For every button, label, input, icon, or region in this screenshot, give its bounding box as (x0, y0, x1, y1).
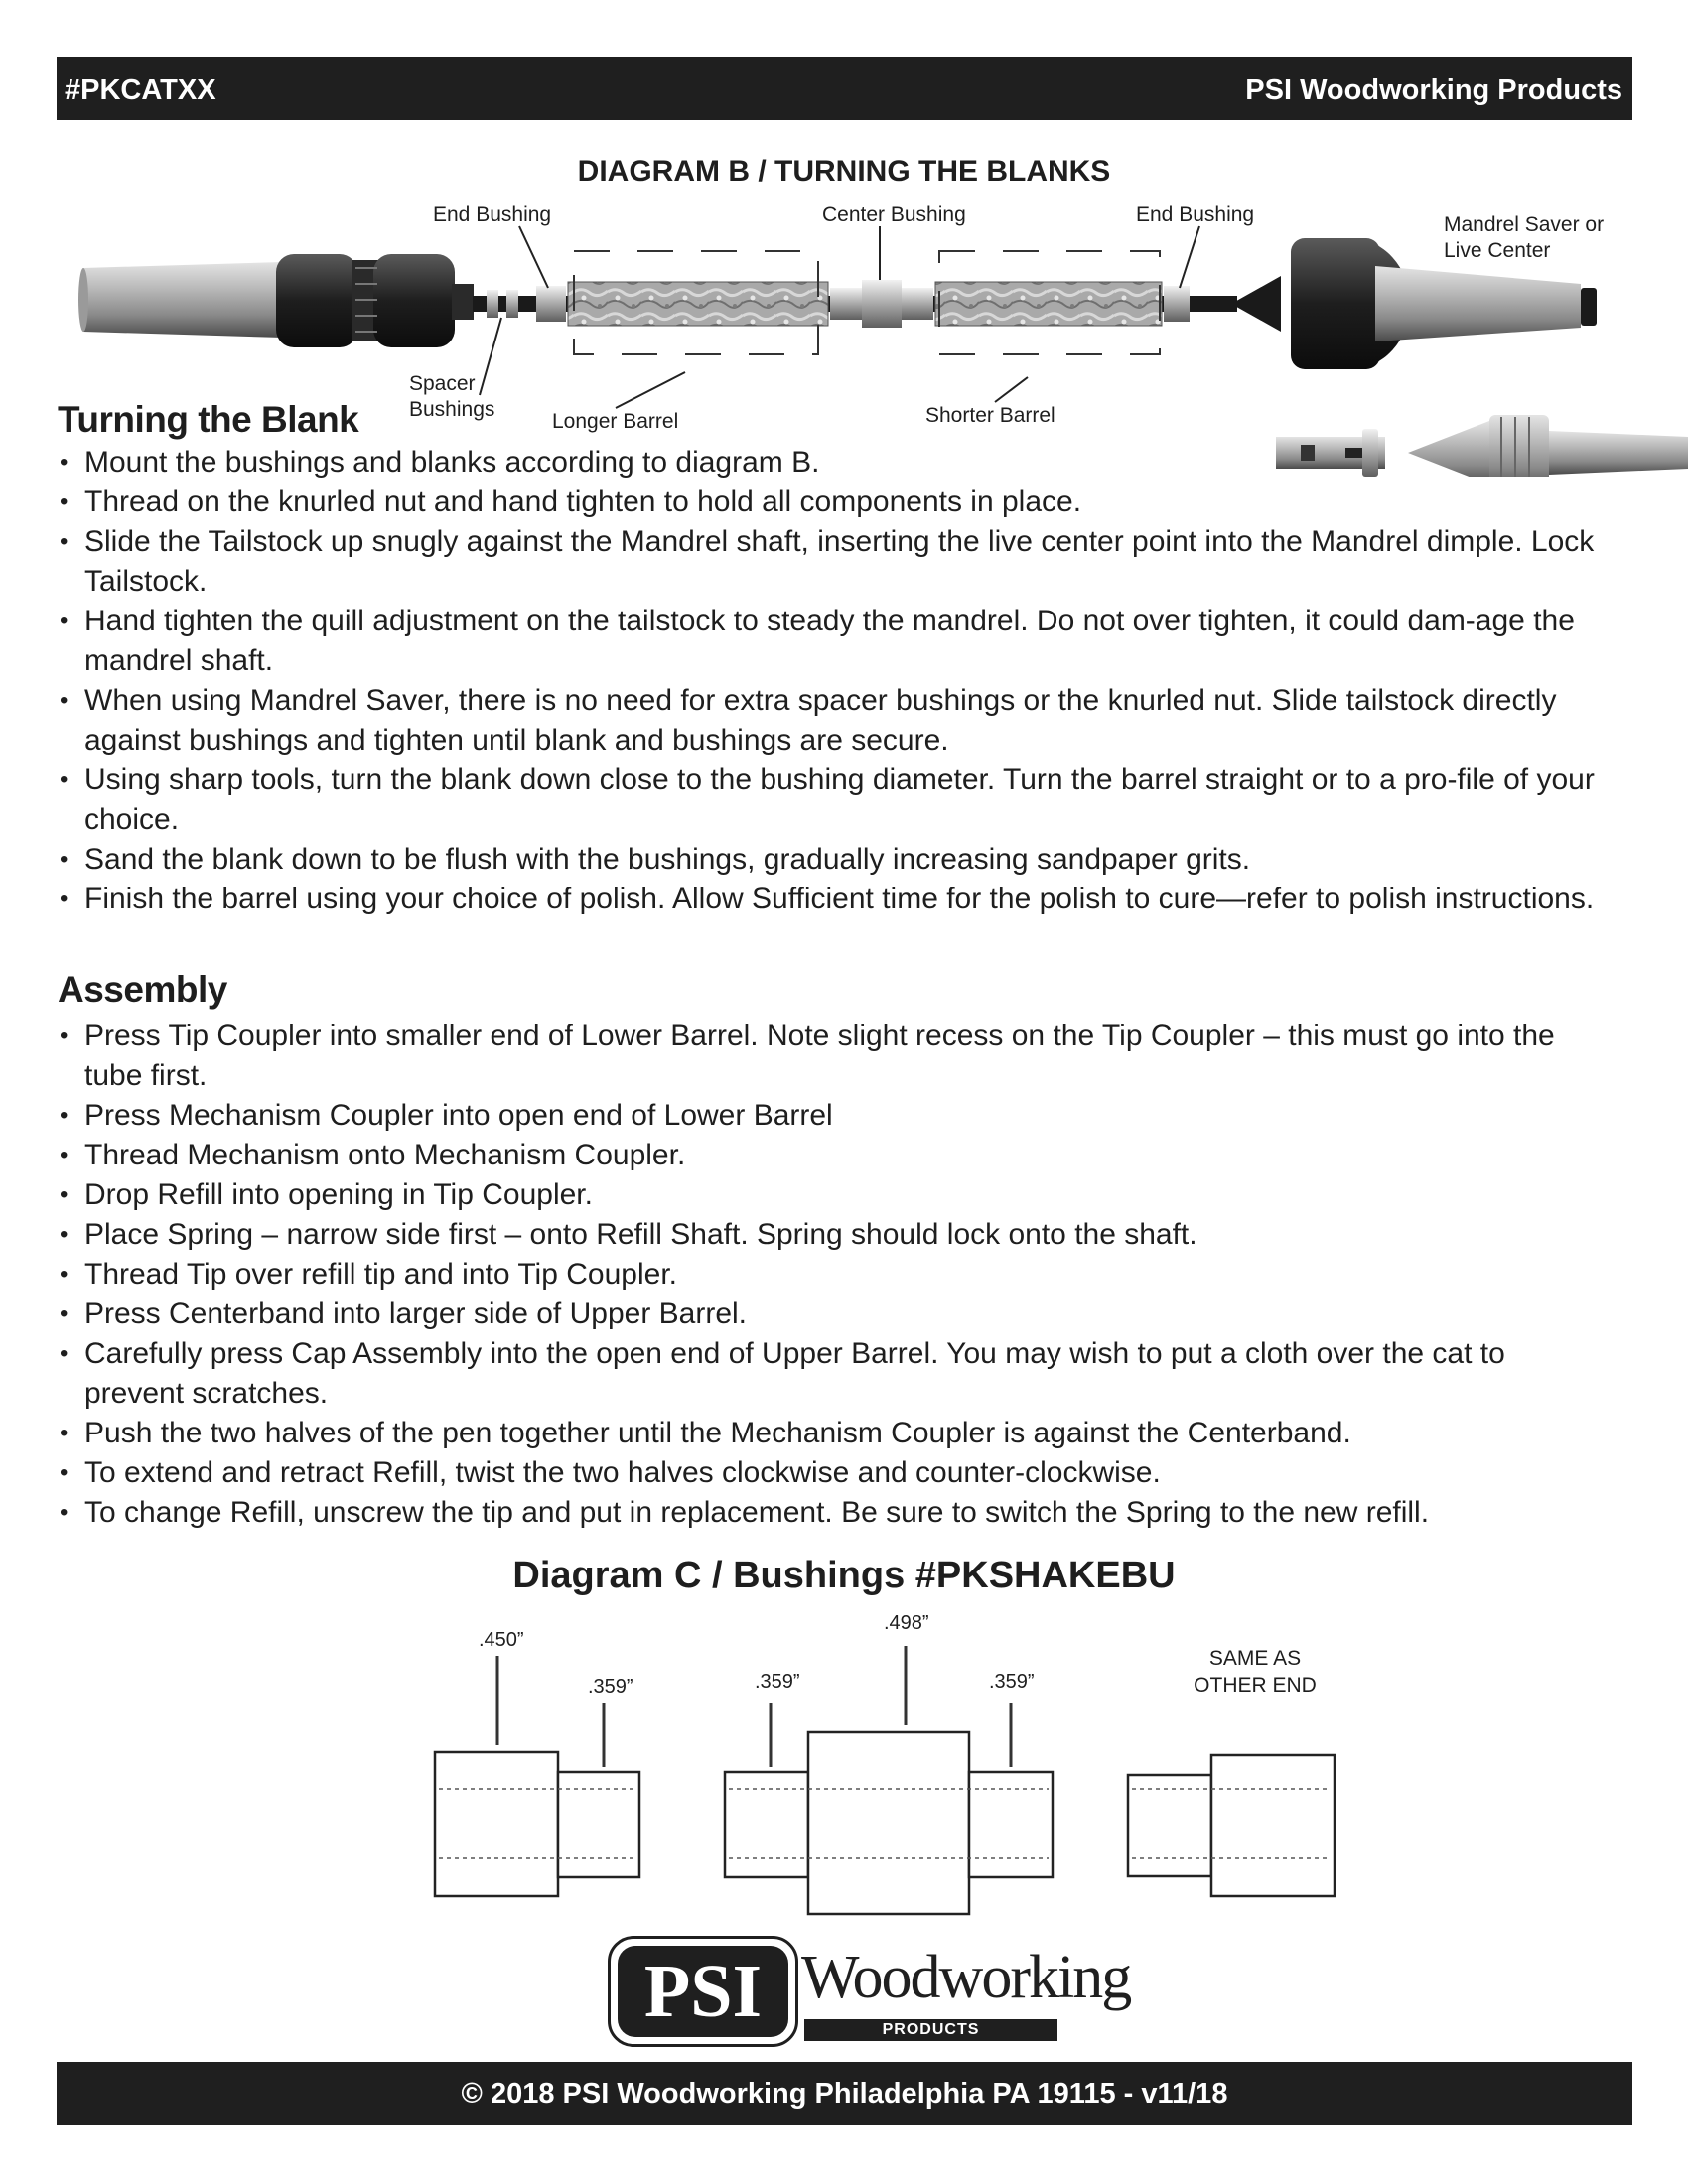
list-item: • To extend and retract Refill, twist the two halves clockwise and counter-clockwise. (58, 1453, 1636, 1493)
label-mandrel-saver-line2: Live Center (1444, 239, 1551, 262)
product-code: #PKCATXX (65, 74, 216, 106)
footer-bar: © 2018 PSI Woodworking Philadelphia PA 19115 - v11/18 (57, 2062, 1632, 2125)
list-item: • Sand the blank down to be flush with the bushings, gradually increasing sandpaper grits. (58, 840, 1636, 880)
turning-list (58, 443, 1636, 919)
left-bushing-large (435, 1752, 558, 1896)
headstock-taper (78, 262, 283, 338)
label-mandrel-saver (1444, 212, 1604, 264)
dim-center-right: .359” (989, 1671, 1035, 1693)
brand-name: PSI Woodworking Products (1245, 74, 1622, 106)
list-item: • Thread Mechanism onto Mechanism Coupler. (58, 1136, 1636, 1175)
list-item: • Slide the Tailstock up snugly against the Mandrel shaft, inserting the live center point into the Mandrel dimple. Lock Tailstock. (58, 522, 1636, 602)
center-bushing-left (725, 1772, 808, 1877)
label-mandrel-saver-line1: Mandrel Saver or (1444, 213, 1605, 236)
list-item: • To change Refill, unscrew the tip and put in replacement. Be sure to switch the Spring to the new refill. (58, 1493, 1636, 1533)
label-longer-barrel: Longer Barrel (552, 410, 679, 433)
list-item: • Press Tip Coupler into smaller end of Lower Barrel. Note slight recess on the Tip Coupler – this must go into the tube first. (58, 1017, 1636, 1096)
dim-left-small: .359” (588, 1676, 633, 1698)
collet-chuck (276, 254, 474, 347)
psi-logo (608, 1936, 1131, 2049)
products-band: PRODUCTS (804, 2019, 1057, 2041)
list-item: • Mount the bushings and blanks according to diagram B. (58, 443, 1636, 482)
center-bushing-right (969, 1772, 1053, 1877)
center-bushing-middle (808, 1732, 969, 1914)
list-item: • Place Spring – narrow side first – onto Refill Shaft. Spring should lock onto the shaft. (58, 1215, 1636, 1255)
diagram-b-title: DIAGRAM B / TURNING THE BLANKS (577, 155, 1111, 188)
list-item: • Carefully press Cap Assembly into the open end of Upper Barrel. You may wish to put a cloth over the cat to prevent scratches. (58, 1334, 1636, 1414)
label-end-bushing-left: End Bushing (433, 204, 552, 226)
list-item: • Press Mechanism Coupler into open end of Lower Barrel (58, 1096, 1636, 1136)
label-spacer-line2: Bushings (409, 398, 495, 421)
label-spacer-line1: Spacer (409, 372, 476, 395)
list-item: • Thread Tip over refill tip and into Tip Coupler. (58, 1255, 1636, 1295)
list-item: • When using Mandrel Saver, there is no need for extra spacer bushings or the knurled nut. Slide tailstock directly against bushings and tighten until blank and bushings are secure. (58, 681, 1636, 760)
list-item: • Hand tighten the quill adjustment on the tailstock to steady the mandrel. Do not over tighten, it could dam-age the mandrel shaft. (58, 602, 1636, 681)
psi-mark-text: PSI (643, 1950, 763, 2033)
label-spacer-bushings (409, 371, 494, 423)
list-item: • Press Centerband into larger side of Upper Barrel. (58, 1295, 1636, 1334)
turning-heading: Turning the Blank (58, 399, 359, 440)
label-shorter-barrel: Shorter Barrel (925, 404, 1055, 427)
label-end-bushing-right: End Bushing (1136, 204, 1255, 226)
psi-mark (608, 1936, 798, 2047)
list-item: • Push the two halves of the pen together until the Mechanism Coupler is against the Centerband. (58, 1414, 1636, 1453)
diagram-c-title: Diagram C / Bushings #PKSHAKEBU (512, 1555, 1176, 1596)
note-line2: OTHER END (1194, 1674, 1317, 1697)
woodworking-word: Woodworking (801, 1944, 1131, 2011)
list-item: • Using sharp tools, turn the blank down close to the bushing diameter. Turn the barrel straight or to a pro-file of your choice. (58, 760, 1636, 840)
note-line1: SAME AS (1208, 1647, 1302, 1670)
dim-left-large: .450” (479, 1629, 524, 1651)
assembly-heading: Assembly (58, 969, 227, 1010)
right-bushing-small (1128, 1775, 1211, 1876)
same-as-other-end-note (1186, 1645, 1325, 1699)
list-item: • Thread on the knurled nut and hand tighten to hold all components in place. (58, 482, 1636, 522)
list-item: • Drop Refill into opening in Tip Coupler. (58, 1175, 1636, 1215)
dim-center-top: .498” (884, 1612, 929, 1634)
assembly-list (58, 1017, 1636, 1533)
label-center-bushing: Center Bushing (822, 204, 966, 226)
dim-center-left: .359” (755, 1671, 800, 1693)
list-item: • Finish the barrel using your choice of polish. Allow Sufficient time for the polish to cure—refer to polish instructions. (58, 880, 1636, 919)
right-bushing-large (1211, 1755, 1335, 1896)
left-bushing-small (558, 1772, 639, 1877)
